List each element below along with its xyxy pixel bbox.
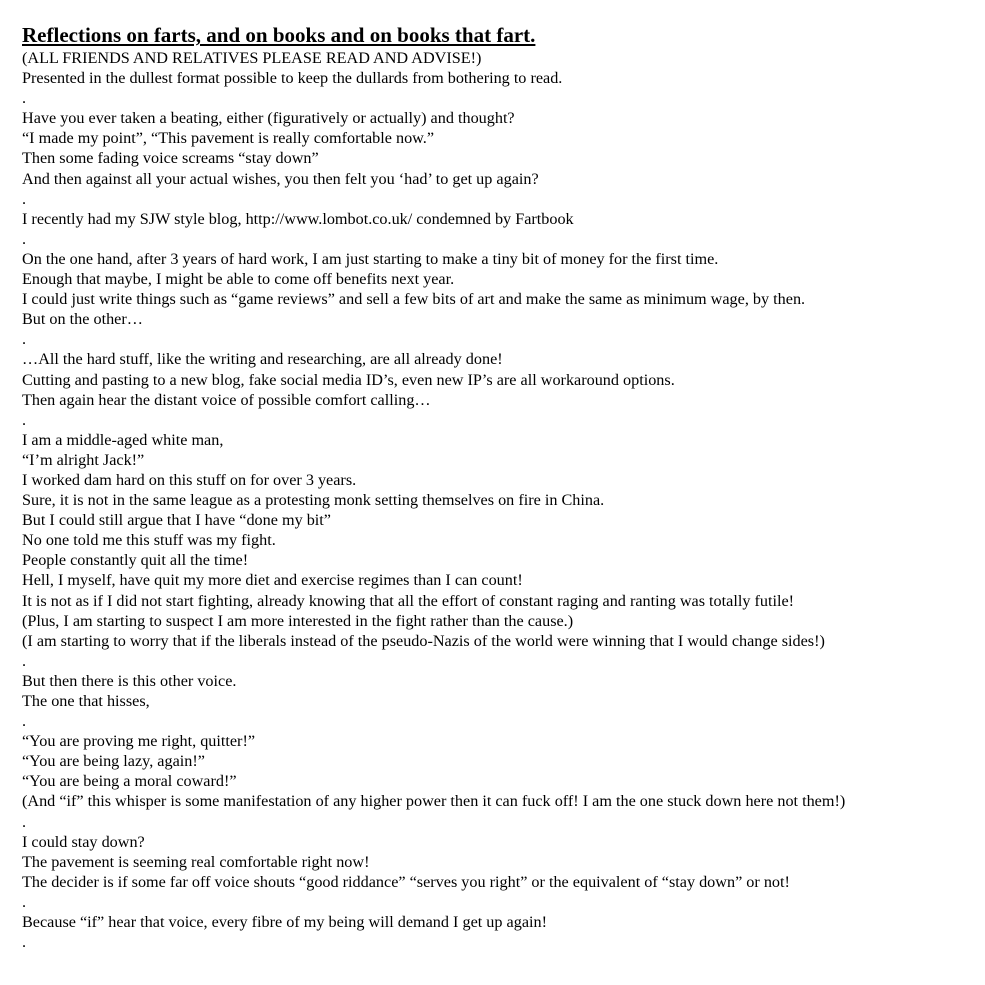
text-line: Sure, it is not in the same league as a protesting monk setting themselves on fire in China. (22, 491, 605, 510)
text-line: Have you ever taken a beating, either (figuratively or actually) and thought? (22, 109, 515, 128)
text-line: I could stay down? (22, 832, 145, 851)
text-line: I am a middle-aged white man, (22, 430, 224, 449)
text-line: “You are being lazy, again!” (22, 752, 205, 771)
text-line: Cutting and pasting to a new blog, fake social media ID’s, even new IP’s are all workaround options. (22, 370, 675, 389)
text-line: “I’m alright Jack!” (22, 450, 145, 469)
text-line: The pavement is seeming real comfortable right now! (22, 852, 370, 871)
text-line: The one that hisses, (22, 692, 150, 710)
text-line: No one told me this stuff was my fight. (22, 531, 276, 550)
text-line: …All the hard stuff, like the writing and researching, are all already done! (22, 350, 503, 369)
text-line: Then again hear the distant voice of possible comfort calling… (22, 390, 431, 409)
text-line: “You are proving me right, quitter!” (22, 732, 256, 751)
text-line: I worked dam hard on this stuff on for over 3 years. (22, 470, 357, 489)
text-line: . (22, 892, 27, 911)
text-line: (Plus, I am starting to suspect I am more interested in the fight rather than the cause.) (22, 611, 574, 630)
text-line: Presented in the dullest format possible to keep the dullards from bothering to read. (22, 69, 563, 88)
document-body (22, 48, 985, 952)
text-line: Then some fading voice screams “stay down” (22, 149, 319, 168)
text-line: But I could still argue that I have “done my bit” (22, 511, 331, 530)
text-line: People constantly quit all the time! (22, 551, 249, 570)
document-page (22, 20, 985, 952)
text-line: . (22, 89, 27, 108)
text-line: And then against all your actual wishes, you then felt you ‘had’ to get up again? (22, 169, 539, 188)
text-line: . (22, 229, 27, 248)
text-line: Hell, I myself, have quit my more diet and exercise regimes than I can count! (22, 571, 523, 590)
text-line: But then there is this other voice. (22, 671, 237, 690)
text-line: On the one hand, after 3 years of hard work, I am just starting to make a tiny bit of money for the first time. (22, 249, 719, 268)
text-line: (And “if” this whisper is some manifestation of any higher power then it can fuck off! I am the one stuck down here not them!) (22, 792, 846, 811)
text-line: Enough that maybe, I might be able to come off benefits next year. (22, 270, 455, 289)
text-line: . (22, 933, 27, 952)
text-line: But on the other… (22, 310, 143, 329)
text-line: . (22, 410, 27, 429)
text-line: “You are being a moral coward!” (22, 772, 237, 791)
text-line: I recently had my SJW style blog, http://www.lombot.co.uk/ condemned by Fartbook (22, 209, 574, 228)
text-line: I could just write things such as “game reviews” and sell a few bits of art and make the same as minimum wage, by then. (22, 290, 806, 309)
text-line: (ALL FRIENDS AND RELATIVES PLEASE READ AND ADVISE!) (22, 49, 482, 67)
text-line: “I made my point”, “This pavement is really comfortable now.” (22, 129, 435, 148)
text-line: (I am starting to worry that if the liberals instead of the pseudo-Nazis of the world were winning that I would change sides!) (22, 631, 825, 650)
document-title: Reflections on farts, and on books and on books that fart. (22, 23, 536, 47)
text-line: . (22, 651, 27, 670)
text-line: . (22, 330, 27, 349)
text-line: Because “if” hear that voice, every fibre of my being will demand I get up again! (22, 913, 547, 932)
text-line: . (22, 189, 27, 208)
text-line: It is not as if I did not start fighting, already knowing that all the effort of constant raging and ranting was totally futile! (22, 591, 795, 610)
text-line: . (22, 812, 27, 831)
text-line: . (22, 712, 27, 731)
text-line: The decider is if some far off voice shouts “good riddance” “serves you right” or the equivalent of “stay down” or not! (22, 872, 790, 891)
